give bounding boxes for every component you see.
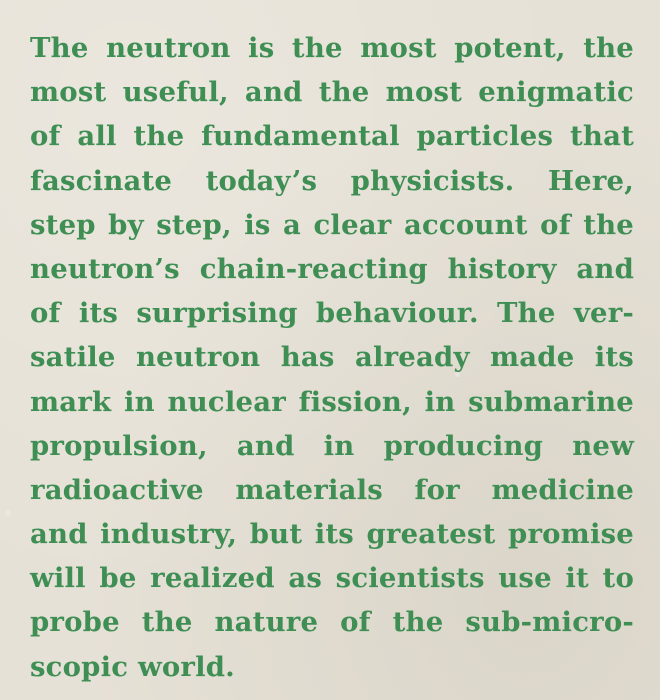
blurb-line: step by step, is a clear account of the xyxy=(30,208,634,241)
blurb-line: The neutron is the most potent, the xyxy=(30,32,634,64)
blurb-line: probe the nature of the sub-micro- xyxy=(30,606,634,639)
blurb-line: satile neutron has already made its xyxy=(30,341,634,374)
blurb-line: of all the fundamental particles that xyxy=(30,120,634,153)
blurb-line: neutron’s chain-reacting history and xyxy=(30,252,634,285)
blurb-line: and industry, but its greatest promise xyxy=(30,518,634,551)
blurb-line: propulsion, and in producing new xyxy=(30,429,634,462)
blurb-line: scopic world. xyxy=(30,650,235,683)
blurb-line: of its surprising behaviour. The ver- xyxy=(30,297,634,330)
blurb-line: mark in nuclear fission, in submarine xyxy=(30,385,634,418)
blurb-line: most useful, and the most enigmatic xyxy=(30,76,634,109)
blurb-line: fascinate today’s physicists. Here, xyxy=(30,164,634,197)
blurb-text xyxy=(30,26,634,689)
blurb-line: will be realized as scientists use it to xyxy=(30,562,634,595)
blurb-line: radioactive materials for medicine xyxy=(30,473,634,506)
paper-scuff xyxy=(5,510,11,516)
